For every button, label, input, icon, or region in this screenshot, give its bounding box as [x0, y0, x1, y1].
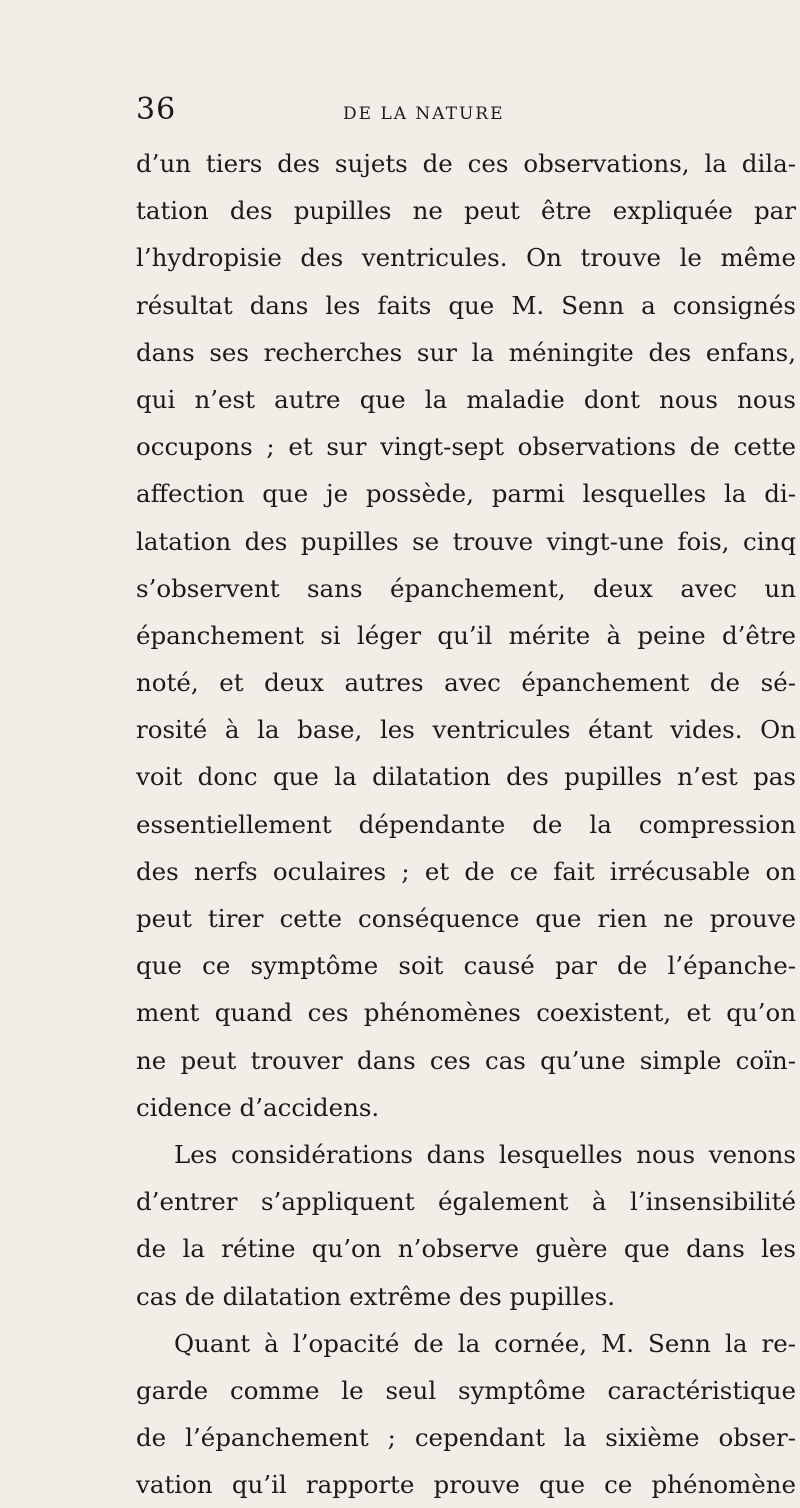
text-line: dans ses recherches sur la méningite des enfans,	[136, 337, 796, 367]
text-line: l’hydropisie des ventricules. On trouve le même	[136, 243, 796, 273]
text-line: cas de dilatation extrême des pupilles.	[136, 1281, 616, 1311]
text-line: ment quand ces phénomènes coexistent, et qu’on	[136, 998, 796, 1028]
text-line: noté, et deux autres avec épanchement de sé-	[136, 668, 796, 698]
text-line: rosité à la base, les ventricules étant vides. On	[136, 715, 796, 745]
text-line: vation qu’il rapporte prouve que ce phénomène	[136, 1470, 796, 1500]
text-line: voit donc que la dilatation des pupilles n’est pas	[136, 762, 796, 792]
page-header	[136, 92, 796, 132]
text-line: peut tirer cette conséquence que rien ne prouve	[136, 904, 796, 933]
text-line: garde comme le seul symptôme caractéristique	[136, 1375, 796, 1405]
text-line: épanchement si léger qu’il mérite à peine d’être	[136, 620, 796, 650]
text-line: résultat dans les faits que M. Senn a consignés	[136, 290, 796, 320]
text-line: que ce symptôme soit causé par de l’épanche-	[136, 951, 796, 981]
text-line: des nerfs oculaires ; et de ce fait irrécusable on	[136, 856, 796, 886]
text-line: cidence d’accidens.	[136, 1092, 380, 1122]
text-line: d’entrer s’appliquent également à l’insensibilité	[136, 1187, 796, 1217]
text-line: tation des pupilles ne peut être expliquée par	[136, 196, 796, 226]
text-line: latation des pupilles se trouve vingt-une fois, cinq	[136, 526, 796, 556]
text-line: affection que je possède, parmi lesquelles la di-	[136, 479, 796, 509]
text-line: s’observent sans épanchement, deux avec un	[136, 573, 796, 603]
text-line: qui n’est autre que la maladie dont nous nous	[136, 384, 796, 414]
text-line: de la rétine qu’on n’observe guère que dans les	[136, 1234, 796, 1264]
text-line: ne peut trouver dans ces cas qu’une simple coïn-	[136, 1045, 796, 1075]
running-head: DE LA NATURE	[343, 104, 505, 124]
paragraph-start-line: Quant à l’opacité de la cornée, M. Senn la re-	[174, 1328, 796, 1358]
text-line: occupons ; et sur vingt-sept observations de cette	[136, 432, 796, 462]
paragraph-start-line: Les considérations dans lesquelles nous venons	[174, 1139, 796, 1169]
text-line: de l’épanchement ; cependant la sixième obser-	[136, 1423, 796, 1453]
body-text	[136, 140, 796, 1508]
text-line: d’un tiers des sujets de ces observations, la dila-	[136, 149, 796, 178]
text-line: essentiellement dépendante de la compression	[136, 809, 796, 839]
page-number: 36	[136, 92, 177, 127]
